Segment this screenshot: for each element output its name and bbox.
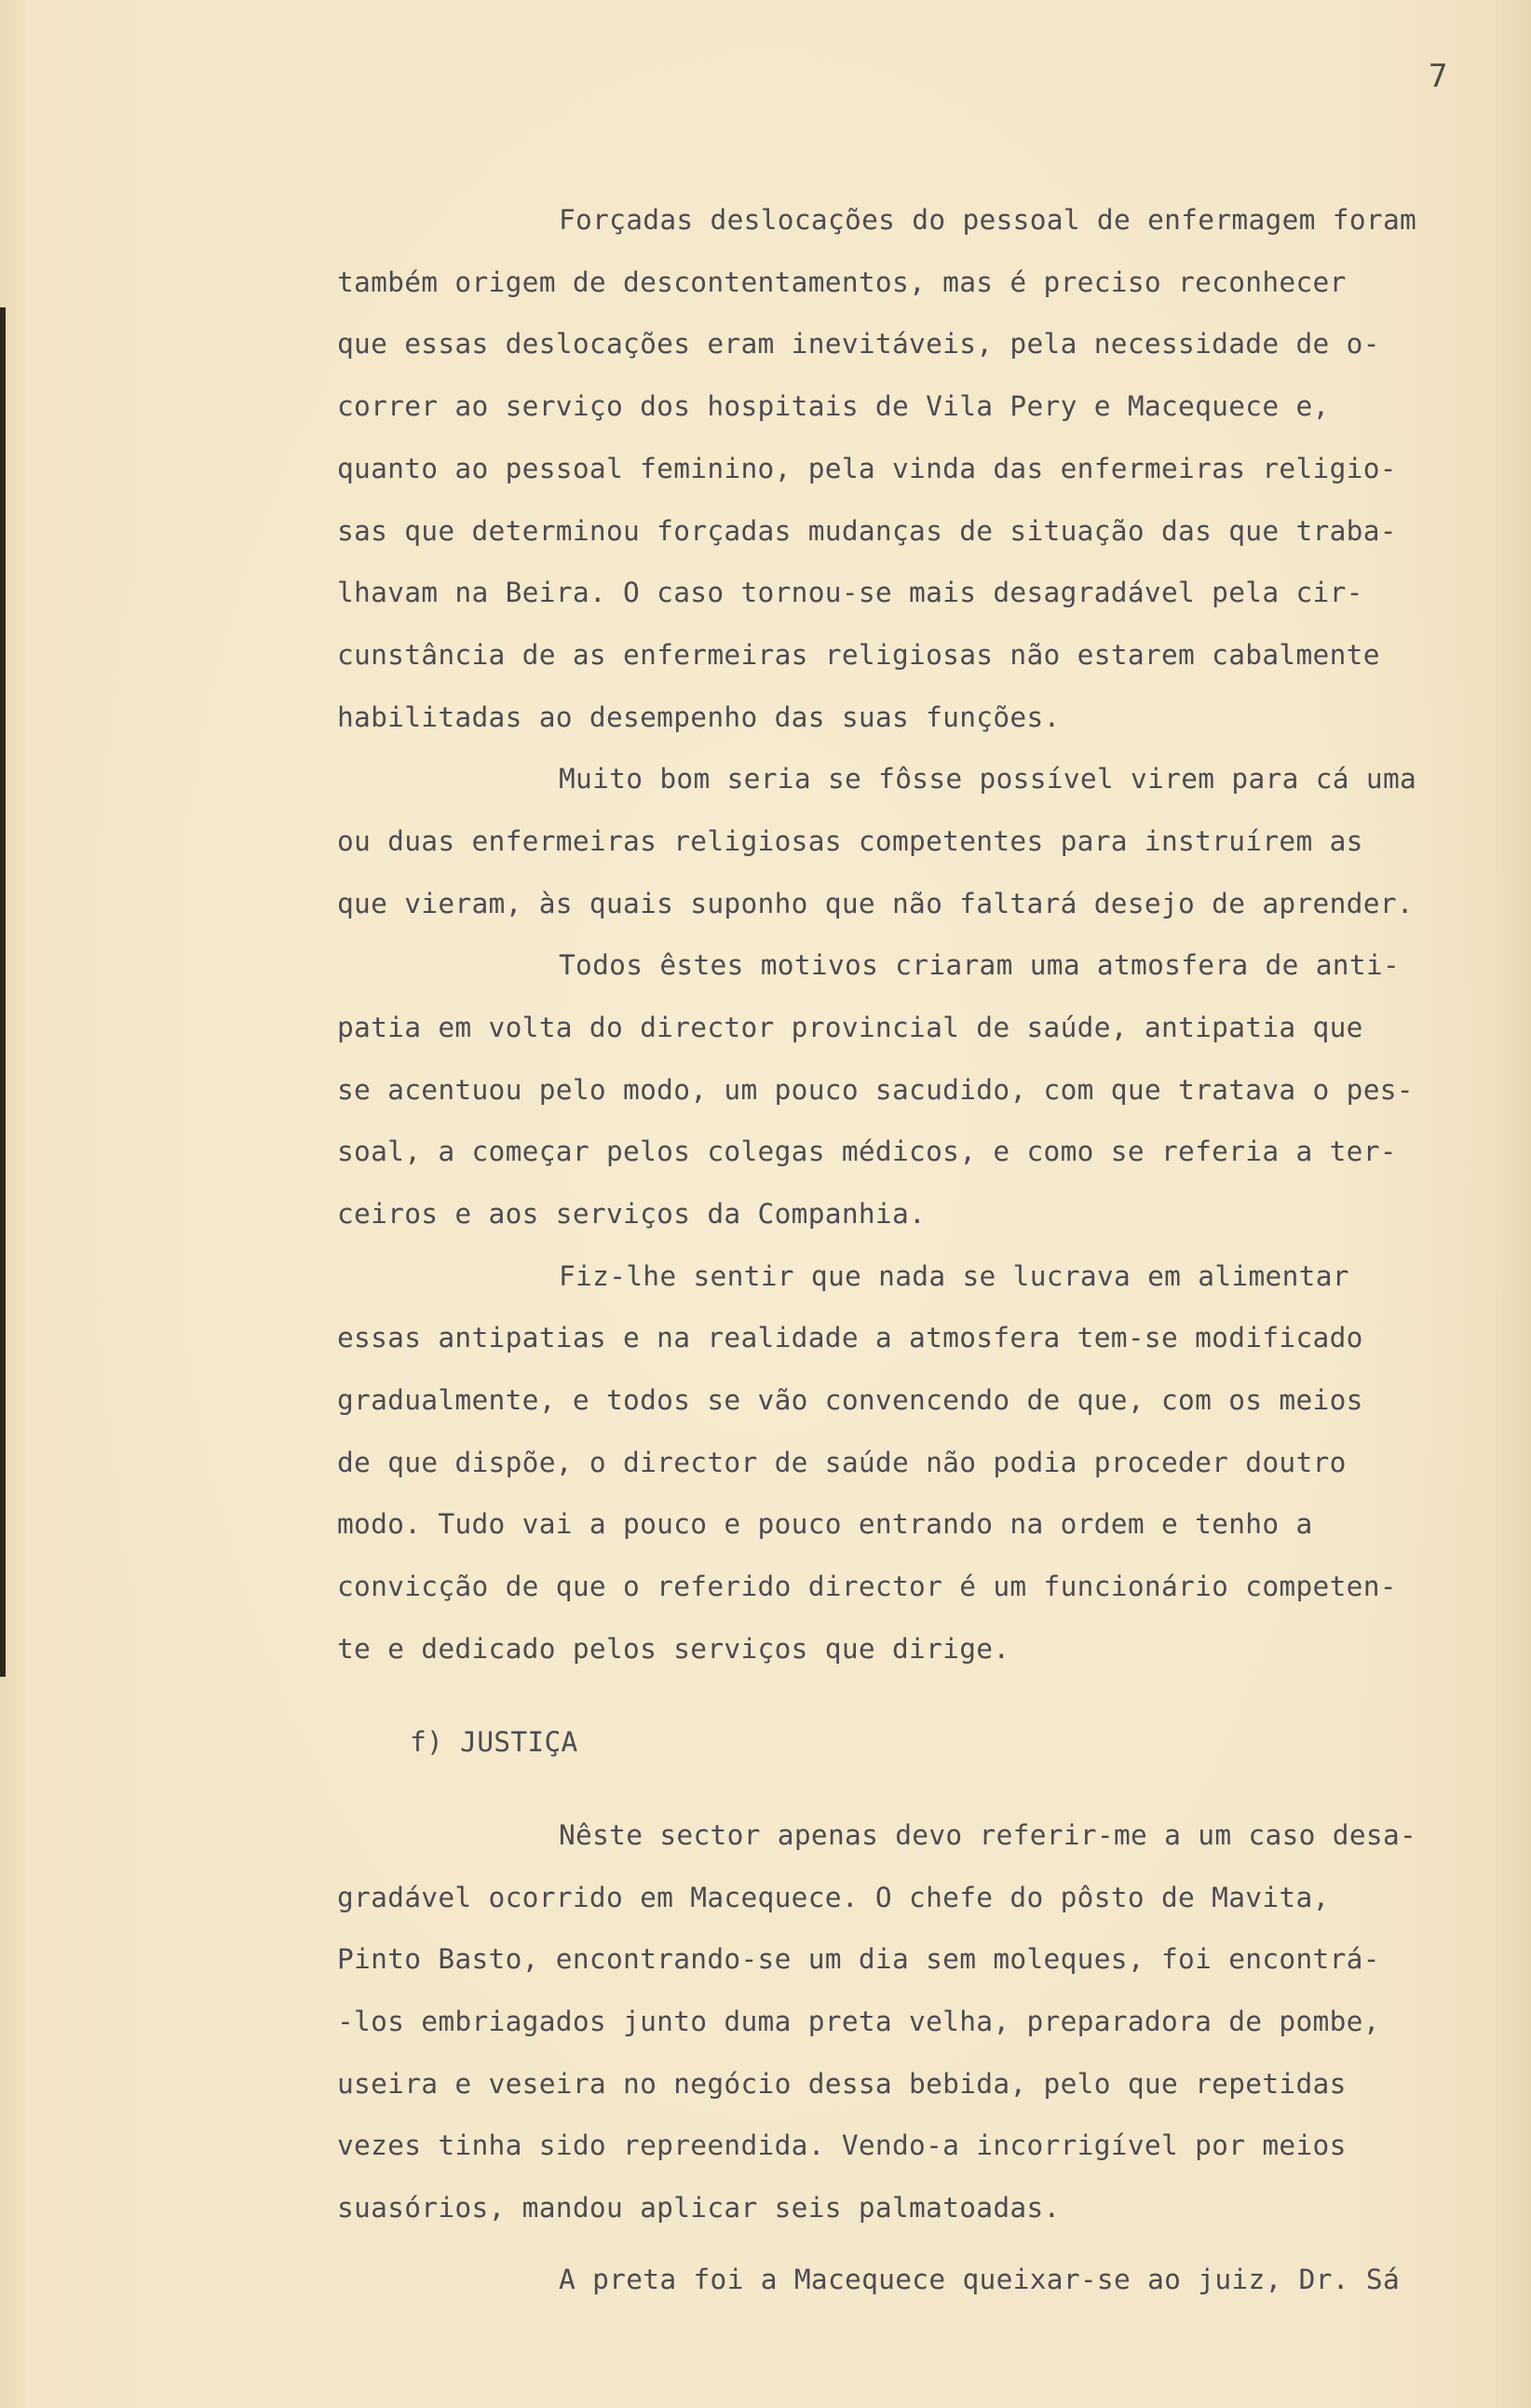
text-line: useira e veseira no negócio dessa bebida, pelo que repetidas (337, 2068, 1347, 2100)
text-line: Forçadas deslocações do pessoal de enfermagem foram (559, 204, 1417, 236)
text-line: Pinto Basto, encontrando-se um dia sem moleques, foi encontrá- (337, 1943, 1380, 1975)
text-line: A preta foi a Macequece queixar-se ao juiz, Dr. Sá (559, 2264, 1401, 2295)
text-line: Fiz-lhe sentir que nada se lucrava em alimentar (559, 1260, 1349, 1292)
text-line: também origem de descontentamentos, mas é preciso reconhecer (337, 266, 1347, 298)
text-line: ceiros e aos serviços da Companhia. (337, 1198, 927, 1230)
page-number: 7 (1429, 58, 1448, 95)
section-heading: f) JUSTIÇA (410, 1726, 578, 1758)
text-line: lhavam na Beira. O caso tornou-se mais desagradável pela cir- (337, 577, 1363, 608)
text-line: se acentuou pelo modo, um pouco sacudido, com que tratava o pes- (337, 1074, 1414, 1106)
text-line: gradualmente, e todos se vão convencendo de que, com os meios (337, 1384, 1363, 1416)
text-line: sas que determinou forçadas mudanças de situação das que traba- (337, 515, 1397, 547)
text-line: que essas deslocações eram inevitáveis, pela necessidade de o- (337, 328, 1380, 360)
text-line: suasórios, mandou aplicar seis palmatoadas. (337, 2192, 1061, 2224)
text-line: Muito bom seria se fôsse possível virem para cá uma (559, 763, 1417, 795)
text-line: cunstância de as enfermeiras religiosas não estarem cabalmente (337, 639, 1380, 671)
text-line: patia em volta do director provincial de saúde, antipatia que (337, 1012, 1363, 1043)
text-line: vezes tinha sido repreendida. Vendo-a incorrigível por meios (337, 2129, 1347, 2161)
text-line: convicção de que o referido director é um funcionário competen- (337, 1571, 1397, 1602)
binding-edge (0, 307, 6, 1677)
text-line: soal, a começar pelos colegas médicos, e como se referia a ter- (337, 1136, 1397, 1167)
text-line: quanto ao pessoal feminino, pela vinda das enfermeiras religio- (337, 453, 1397, 484)
text-line: de que dispõe, o director de saúde não podia proceder doutro (337, 1447, 1347, 1478)
text-line: gradável ocorrido em Macequece. O chefe do pôsto de Mavita, (337, 1882, 1330, 1913)
text-line: essas antipatias e na realidade a atmosfera tem-se modificado (337, 1322, 1363, 1354)
text-line: te e dedicado pelos serviços que dirige. (337, 1633, 1010, 1665)
text-line: ou duas enfermeiras religiosas competentes para instruírem as (337, 825, 1363, 857)
text-line: Nêste sector apenas devo referir-me a um caso desa- (559, 1819, 1417, 1851)
text-line: que vieram, às quais suponho que não faltará desejo de aprender. (337, 888, 1414, 919)
text-line: -los embriagados junto duma preta velha, preparadora de pombe, (337, 2006, 1380, 2037)
text-line: habilitadas ao desempenho das suas funções. (337, 701, 1061, 733)
text-line: modo. Tudo vai a pouco e pouco entrando na ordem e tenho a (337, 1508, 1313, 1540)
text-line: Todos êstes motivos criaram uma atmosfera de anti- (559, 949, 1401, 981)
text-line: correr ao serviço dos hospitais de Vila Pery e Macequece e, (337, 390, 1330, 422)
